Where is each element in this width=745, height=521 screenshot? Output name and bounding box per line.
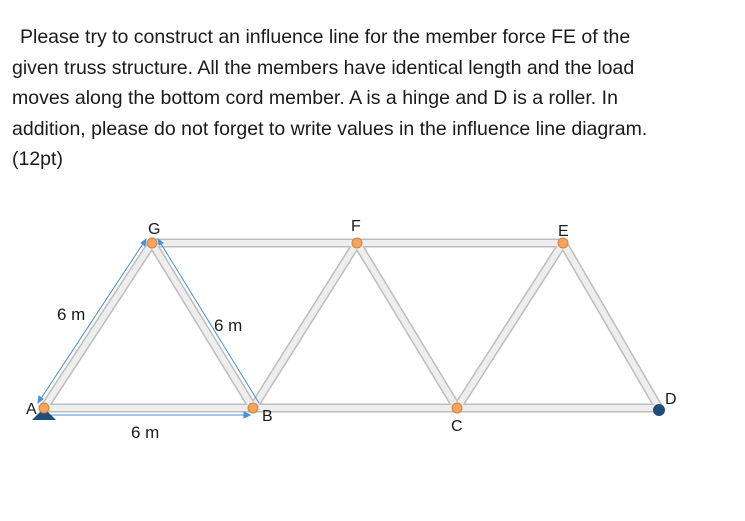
node-label-A: A (26, 401, 37, 418)
question-line-1: Please try to construct an influence line for the member force FE of the (20, 26, 631, 48)
joint-G (147, 238, 157, 248)
node-label-E: E (558, 223, 569, 240)
question-line-3: moves along the bottom cord member. A is a hinge and D is a roller. In (12, 87, 618, 109)
truss-members (44, 243, 659, 408)
node-label-D: D (665, 391, 677, 408)
node-label-F: F (351, 218, 361, 235)
dim-label-middle-diagonal: 6 m (214, 316, 243, 335)
joint-C (452, 403, 462, 413)
joint-B (248, 403, 258, 413)
dim-line-left-diagonal (38, 239, 146, 403)
roller-support-D (653, 404, 665, 416)
joint-A (39, 403, 49, 413)
question-line-2: given truss structure. All the members have identical length and the load (12, 56, 635, 79)
question-line-4: addition, please do not forget to write values in the influence line diagram. (12, 117, 648, 140)
question-points: (12pt) (12, 148, 63, 170)
node-label-C: C (451, 418, 463, 435)
joint-F (352, 238, 362, 248)
node-label-B: B (262, 408, 273, 425)
dim-label-left-diagonal: 6 m (57, 305, 86, 324)
dim-line-middle-diagonal (158, 239, 259, 403)
node-label-G: G (148, 221, 161, 238)
dim-label-bottom: 6 m (131, 423, 160, 442)
